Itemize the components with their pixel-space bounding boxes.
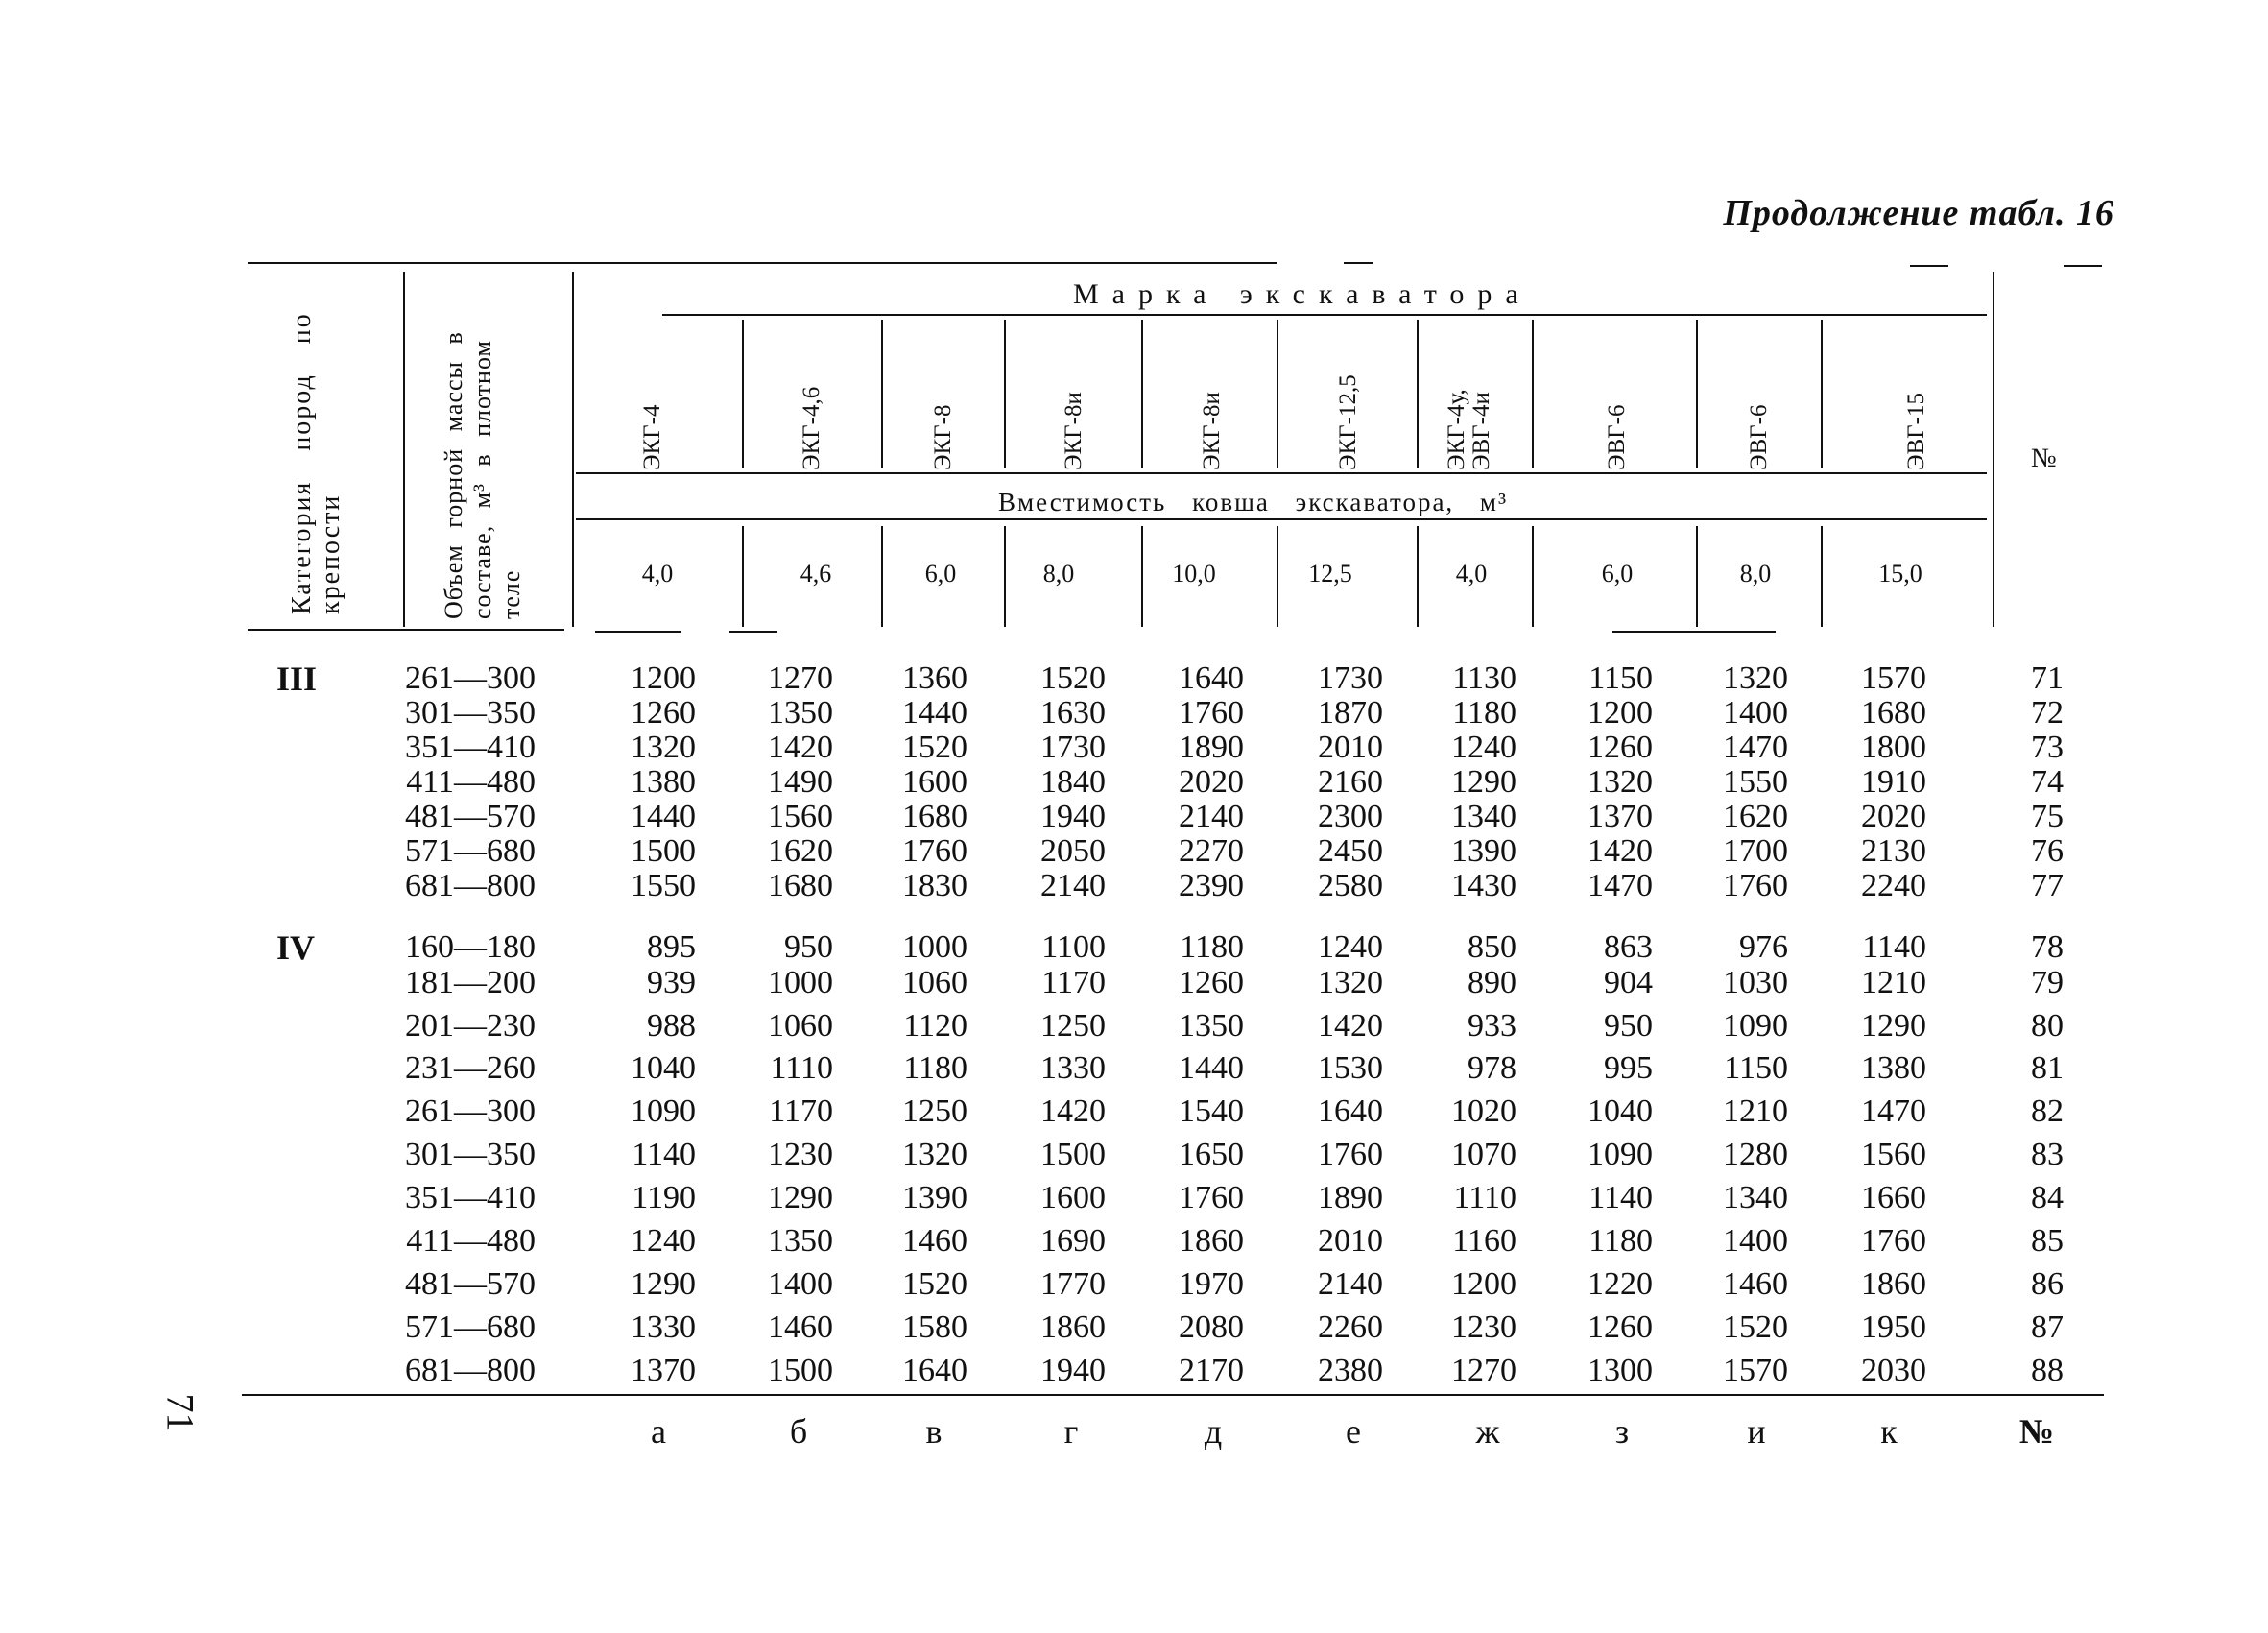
table-cell: 1840 (1040, 764, 1106, 800)
brand-divider (1417, 320, 1419, 468)
row-number: 80 (2031, 1008, 2064, 1044)
column-letter: к (1880, 1412, 1898, 1451)
table-cell: 1620 (1723, 799, 1788, 834)
table-cell: 1580 (902, 1309, 967, 1345)
brand-name: ЭКГ-4у, ЭВГ-4и (1444, 389, 1494, 470)
table-cell: 1270 (1451, 1353, 1516, 1388)
table-cell: 995 (1604, 1050, 1653, 1086)
header-bottom-line (729, 631, 777, 633)
table-cell: 895 (647, 929, 696, 965)
table-cell: 1890 (1318, 1180, 1383, 1215)
table-cell: 1570 (1723, 1353, 1788, 1388)
table-cell: 1460 (902, 1223, 967, 1259)
table-cell: 1180 (1180, 929, 1244, 965)
row-number: 88 (2031, 1353, 2064, 1388)
table-cell: 1520 (902, 730, 967, 765)
row-number: 76 (2031, 833, 2064, 869)
table-cell: 2010 (1318, 1223, 1383, 1259)
table-cell: 1570 (1861, 660, 1926, 696)
table-caption: Продолжение табл. 16 (1723, 193, 2114, 233)
table-cell: 1430 (1451, 868, 1516, 903)
table-cell: 1180 (903, 1050, 967, 1086)
table-cell: 1040 (631, 1050, 696, 1086)
row-number: 87 (2031, 1309, 2064, 1345)
table-cell: 890 (1468, 965, 1516, 1000)
column-letter: а (651, 1412, 666, 1451)
table-cell: 1390 (902, 1180, 967, 1215)
table-cell: 2030 (1861, 1353, 1926, 1388)
table-cell: 1460 (1723, 1266, 1788, 1302)
table-cell: 1260 (631, 695, 696, 731)
volume-range: 181—200 (405, 965, 536, 1000)
table-cell: 1680 (1861, 695, 1926, 731)
table-cell: 1760 (1179, 695, 1244, 731)
table-cell: 1730 (1318, 660, 1383, 696)
col-divider-category (403, 272, 405, 627)
capacity-divider (1821, 526, 1823, 627)
header-bottom-line (1612, 631, 1776, 633)
table-cell: 1180 (1452, 695, 1516, 731)
header-bottom-line (595, 631, 681, 633)
column-letter: г (1063, 1412, 1079, 1451)
table-cell: 1140 (1862, 929, 1926, 965)
table-cell: 1060 (902, 965, 967, 1000)
table-cell: 1060 (768, 1008, 833, 1044)
table-cell: 863 (1604, 929, 1653, 965)
volume-header: Объем горной массы в составе, м³ в плотном теле (440, 331, 525, 619)
volume-range: 571—680 (405, 1309, 536, 1345)
row-number: 84 (2031, 1180, 2064, 1215)
table-cell: 1350 (768, 695, 833, 731)
row-number: 72 (2031, 695, 2064, 731)
brand-name: ЭВГ-6 (1746, 404, 1772, 470)
column-letter: и (1747, 1412, 1766, 1451)
table-cell: 2450 (1318, 833, 1383, 869)
table-cell: 1200 (1451, 1266, 1516, 1302)
volume-range: 231—260 (405, 1050, 536, 1086)
table-cell: 1500 (1040, 1137, 1106, 1172)
table-cell: 1620 (768, 833, 833, 869)
table-top-border-dash (2064, 265, 2102, 267)
table-cell: 2380 (1318, 1353, 1383, 1388)
table-cell: 1520 (1040, 660, 1106, 696)
table-cell: 1240 (631, 1223, 696, 1259)
bucket-capacity: 6,0 (924, 560, 957, 588)
table-cell: 939 (647, 965, 696, 1000)
row-number: 71 (2031, 660, 2064, 696)
table-cell: 1940 (1040, 799, 1106, 834)
table-cell: 2010 (1318, 730, 1383, 765)
table-cell: 1550 (1723, 764, 1788, 800)
volume-range: 261—300 (405, 1093, 536, 1129)
row-number: 86 (2031, 1266, 2064, 1302)
table-cell: 1280 (1723, 1137, 1788, 1172)
table-cell: 1070 (1451, 1137, 1516, 1172)
table-cell: 1090 (631, 1093, 696, 1129)
table-cell: 1360 (902, 660, 967, 696)
brand-divider (742, 320, 744, 468)
table-cell: 1290 (1861, 1008, 1926, 1044)
table-cell: 1320 (1318, 965, 1383, 1000)
brand-divider (1004, 320, 1006, 468)
brand-divider (1141, 320, 1143, 468)
col-divider-number (1993, 272, 1994, 627)
table-cell: 1860 (1179, 1223, 1244, 1259)
table-cell: 1260 (1588, 1309, 1653, 1345)
table-cell: 1470 (1723, 730, 1788, 765)
brand-name: ЭКГ-12,5 (1335, 374, 1361, 470)
capacity-group-title: Вместимость ковша экскаватора, м³ (998, 488, 1509, 516)
row-number: 82 (2031, 1093, 2064, 1129)
table-cell: 988 (647, 1008, 696, 1044)
capacity-divider (1417, 526, 1419, 627)
table-cell: 1800 (1861, 730, 1926, 765)
table-cell: 978 (1468, 1050, 1516, 1086)
volume-range: 481—570 (405, 799, 536, 834)
brand-group-title: Марка экскаватора (1073, 278, 1532, 310)
table-cell: 1760 (1179, 1180, 1244, 1215)
table-cell: 1260 (1179, 965, 1244, 1000)
table-cell: 1470 (1588, 868, 1653, 903)
volume-range: 351—410 (405, 730, 536, 765)
volume-range: 571—680 (405, 833, 536, 869)
number-header: № (2031, 444, 2057, 473)
capacity-divider (1532, 526, 1534, 627)
table-cell: 1210 (1723, 1093, 1788, 1129)
bucket-capacity: 4,6 (800, 560, 832, 588)
table-cell: 1420 (1318, 1008, 1383, 1044)
table-cell: 1890 (1179, 730, 1244, 765)
table-cell: 1660 (1861, 1180, 1926, 1215)
category-label: III (276, 660, 318, 698)
brand-name: ЭКГ-4 (639, 404, 665, 470)
table-cell: 1210 (1861, 965, 1926, 1000)
table-cell: 1830 (902, 868, 967, 903)
table-cell: 1030 (1723, 965, 1788, 1000)
category-label: IV (276, 928, 316, 967)
volume-range: 351—410 (405, 1180, 536, 1215)
category-header: Категория пород по крепости (287, 312, 346, 614)
table-cell: 1000 (768, 965, 833, 1000)
table-cell: 1320 (631, 730, 696, 765)
row-number: 79 (2031, 965, 2064, 1000)
volume-range: 681—800 (405, 868, 536, 903)
table-cell: 1560 (1861, 1137, 1926, 1172)
volume-range: 411—480 (406, 1223, 536, 1259)
table-cell: 1190 (632, 1180, 696, 1215)
table-cell: 1690 (1040, 1223, 1106, 1259)
table-cell: 1640 (1318, 1093, 1383, 1129)
table-cell: 1640 (1179, 660, 1244, 696)
row-number: 75 (2031, 799, 2064, 834)
table-cell: 1270 (768, 660, 833, 696)
table-cell: 1230 (768, 1137, 833, 1172)
capacity-divider (1277, 526, 1278, 627)
table-cell: 1120 (903, 1008, 967, 1044)
table-cell: 1680 (768, 868, 833, 903)
bucket-capacity: 15,0 (1878, 560, 1922, 588)
table-cell: 1290 (768, 1180, 833, 1215)
table-cell: 950 (1604, 1008, 1653, 1044)
table-cell: 1520 (902, 1266, 967, 1302)
col-divider-volume (572, 272, 574, 627)
table-cell: 1330 (631, 1309, 696, 1345)
table-cell: 1200 (631, 660, 696, 696)
table-cell: 1630 (1040, 695, 1106, 731)
page-number: 71 (158, 1393, 203, 1432)
table-cell: 1340 (1723, 1180, 1788, 1215)
volume-range: 301—350 (405, 695, 536, 731)
table-bottom-border (242, 1394, 2104, 1396)
table-cell: 1560 (768, 799, 833, 834)
table-cell: 2270 (1179, 833, 1244, 869)
column-letter: з (1614, 1412, 1630, 1451)
table-cell: 1200 (1588, 695, 1653, 731)
table-cell: 1250 (1040, 1008, 1106, 1044)
row-number: 73 (2031, 730, 2064, 765)
table-cell: 1970 (1179, 1266, 1244, 1302)
row-number: 83 (2031, 1137, 2064, 1172)
table-cell: 1400 (1723, 1223, 1788, 1259)
brand-name: ЭВГ-15 (1903, 393, 1929, 470)
table-cell: 1380 (631, 764, 696, 800)
column-letter: б (789, 1412, 808, 1451)
table-cell: 1140 (1588, 1180, 1653, 1215)
table-cell: 1130 (1452, 660, 1516, 696)
table-cell: 1340 (1451, 799, 1516, 834)
row-number: 78 (2031, 929, 2064, 965)
table-cell: 1770 (1040, 1266, 1106, 1302)
table-cell: 1090 (1723, 1008, 1788, 1044)
table-cell: 1100 (1041, 929, 1106, 965)
table-cell: 2170 (1179, 1353, 1244, 1388)
table-top-border-dash (1910, 265, 1948, 267)
table-cell: 2140 (1179, 799, 1244, 834)
brand-divider (1532, 320, 1534, 468)
table-cell: 1440 (902, 695, 967, 731)
table-cell: 2390 (1179, 868, 1244, 903)
table-cell: 1250 (902, 1093, 967, 1129)
capacity-divider (1004, 526, 1006, 627)
row-number: 85 (2031, 1223, 2064, 1259)
brands-bottom-line (576, 472, 1987, 474)
table-cell: 1760 (902, 833, 967, 869)
brand-group-underline (662, 314, 1987, 316)
table-cell: 1180 (1588, 1223, 1653, 1259)
volume-range: 301—350 (405, 1137, 536, 1172)
row-number: 81 (2031, 1050, 2064, 1086)
table-cell: 2240 (1861, 868, 1926, 903)
table-cell: 1440 (631, 799, 696, 834)
bucket-capacity: 10,0 (1172, 560, 1216, 588)
brand-name: ЭКГ-8 (930, 404, 956, 470)
table-cell: 2260 (1318, 1309, 1383, 1345)
table-cell: 2020 (1861, 799, 1926, 834)
volume-range: 411—480 (406, 764, 536, 800)
volume-range: 261—300 (405, 660, 536, 696)
table-cell: 1320 (902, 1137, 967, 1172)
table-cell: 1500 (631, 833, 696, 869)
capacity-divider (1141, 526, 1143, 627)
table-cell: 2140 (1318, 1266, 1383, 1302)
table-cell: 1870 (1318, 695, 1383, 731)
bucket-capacity: 12,5 (1308, 560, 1352, 588)
table-cell: 1260 (1588, 730, 1653, 765)
table-cell: 1520 (1723, 1309, 1788, 1345)
column-letter: д (1204, 1412, 1223, 1451)
bucket-capacity: 6,0 (1601, 560, 1634, 588)
table-cell: 1150 (1724, 1050, 1788, 1086)
table-cell: 933 (1468, 1008, 1516, 1044)
table-cell: 1350 (1179, 1008, 1244, 1044)
table-cell: 1240 (1318, 929, 1383, 965)
table-cell: 1420 (768, 730, 833, 765)
column-letter-number: № (2018, 1412, 2055, 1451)
brand-divider (881, 320, 883, 468)
table-cell: 1350 (768, 1223, 833, 1259)
row-number: 74 (2031, 764, 2064, 800)
table-cell: 1470 (1861, 1093, 1926, 1129)
table-cell: 1170 (1041, 965, 1106, 1000)
table-cell: 1440 (1179, 1050, 1244, 1086)
brand-divider (1696, 320, 1698, 468)
table-top-border-dash (1344, 262, 1373, 264)
table-cell: 2020 (1179, 764, 1244, 800)
table-cell: 1040 (1588, 1093, 1653, 1129)
table-cell: 1600 (1040, 1180, 1106, 1215)
table-cell: 1320 (1723, 660, 1788, 696)
table-cell: 1760 (1861, 1223, 1926, 1259)
brand-name: ЭКГ-8и (1199, 392, 1225, 470)
header-bottom-line (248, 629, 564, 631)
table-cell: 850 (1468, 929, 1516, 965)
table-cell: 1530 (1318, 1050, 1383, 1086)
row-number: 77 (2031, 868, 2064, 903)
table-cell: 1090 (1588, 1137, 1653, 1172)
brand-divider (1277, 320, 1278, 468)
table-cell: 976 (1739, 929, 1788, 965)
table-cell: 1650 (1179, 1137, 1244, 1172)
table-cell: 1000 (902, 929, 967, 965)
table-cell: 2160 (1318, 764, 1383, 800)
table-cell: 1910 (1861, 764, 1926, 800)
table-cell: 1700 (1723, 833, 1788, 869)
table-cell: 1390 (1451, 833, 1516, 869)
table-cell: 2580 (1318, 868, 1383, 903)
brand-name: ЭКГ-8и (1061, 392, 1086, 470)
table-cell: 1160 (1452, 1223, 1516, 1259)
table-cell: 1540 (1179, 1093, 1244, 1129)
table-cell: 2050 (1040, 833, 1106, 869)
table-cell: 1860 (1040, 1309, 1106, 1345)
column-letter: ж (1475, 1412, 1500, 1451)
table-cell: 1110 (770, 1050, 833, 1086)
table-cell: 2300 (1318, 799, 1383, 834)
brand-name: ЭВГ-6 (1604, 404, 1630, 470)
table-cell: 1230 (1451, 1309, 1516, 1345)
volume-range: 201—230 (405, 1008, 536, 1044)
table-cell: 1290 (631, 1266, 696, 1302)
table-cell: 1170 (769, 1093, 833, 1129)
table-cell: 1490 (768, 764, 833, 800)
column-letter: в (925, 1412, 943, 1451)
table-cell: 1330 (1040, 1050, 1106, 1086)
table-cell: 1860 (1861, 1266, 1926, 1302)
table-cell: 2080 (1179, 1309, 1244, 1345)
table-cell: 1400 (768, 1266, 833, 1302)
table-cell: 1370 (631, 1353, 696, 1388)
table-cell: 1940 (1040, 1353, 1106, 1388)
table-cell: 1220 (1588, 1266, 1653, 1302)
table-cell: 1300 (1588, 1353, 1653, 1388)
bucket-capacity: 4,0 (641, 560, 674, 588)
table-cell: 1380 (1861, 1050, 1926, 1086)
table-cell: 2140 (1040, 868, 1106, 903)
brand-name: ЭКГ-4,6 (799, 386, 824, 470)
table-cell: 950 (784, 929, 833, 965)
table-cell: 1600 (902, 764, 967, 800)
table-cell: 1950 (1861, 1309, 1926, 1345)
capacity-divider (742, 526, 744, 627)
table-cell: 1640 (902, 1353, 967, 1388)
bucket-capacity: 8,0 (1739, 560, 1772, 588)
column-letter: е (1346, 1412, 1361, 1451)
table-cell: 1500 (768, 1353, 833, 1388)
table-cell: 1460 (768, 1309, 833, 1345)
volume-range: 160—180 (405, 929, 536, 965)
table-cell: 1420 (1588, 833, 1653, 869)
table-top-border (248, 262, 1277, 264)
capacity-divider (1696, 526, 1698, 627)
table-cell: 1420 (1040, 1093, 1106, 1129)
table-cell: 1320 (1588, 764, 1653, 800)
table-cell: 1240 (1451, 730, 1516, 765)
table-cell: 1400 (1723, 695, 1788, 731)
table-cell: 1550 (631, 868, 696, 903)
table-cell: 1150 (1588, 660, 1653, 696)
brand-divider (1821, 320, 1823, 468)
volume-range: 481—570 (405, 1266, 536, 1302)
table-cell: 1760 (1723, 868, 1788, 903)
bucket-capacity: 4,0 (1455, 560, 1488, 588)
table-cell: 1110 (1453, 1180, 1516, 1215)
bucket-capacity: 8,0 (1042, 560, 1075, 588)
table-cell: 1760 (1318, 1137, 1383, 1172)
table-cell: 1020 (1451, 1093, 1516, 1129)
table-cell: 2130 (1861, 833, 1926, 869)
capacity-divider (881, 526, 883, 627)
table-cell: 1680 (902, 799, 967, 834)
table-cell: 1370 (1588, 799, 1653, 834)
table-cell: 1730 (1040, 730, 1106, 765)
table-cell: 1290 (1451, 764, 1516, 800)
capacity-group-underline (576, 518, 1987, 520)
table-cell: 904 (1604, 965, 1653, 1000)
table-cell: 1140 (632, 1137, 696, 1172)
volume-range: 681—800 (405, 1353, 536, 1388)
